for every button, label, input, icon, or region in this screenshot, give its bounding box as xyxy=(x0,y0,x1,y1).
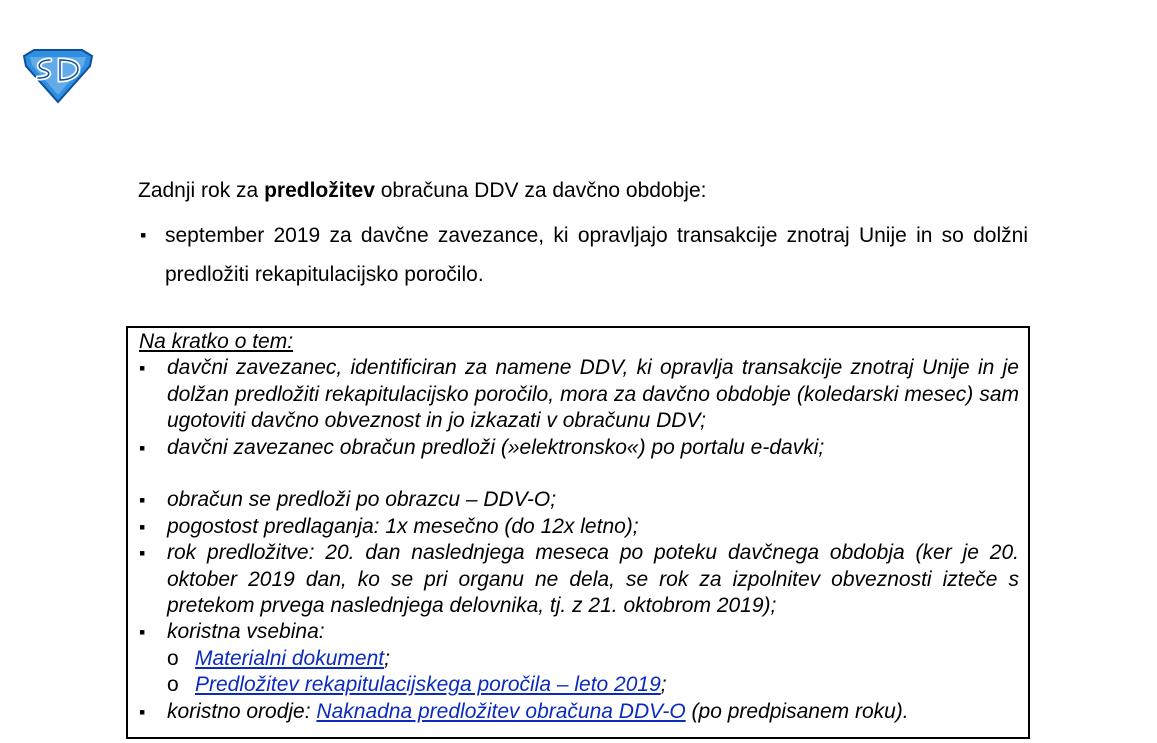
circle-bullet-icon: o xyxy=(167,646,179,670)
link-rekapitulacijsko-porocilo[interactable]: Predložitev rekapitulacijskega poročila – leto 2019 xyxy=(195,673,661,697)
sub-list-item: o Predložitev rekapitulacijskega poročila – leto 2019; xyxy=(139,672,1019,698)
list-item: ▪ davčni zavezanec, identificiran za namene DDV, ki opravlja transakcije znotraj Unije in je dolžan predložiti rekapitulacijsko poročilo, mora za davčno obdobje (koledarski mesec) sam ugotoviti davčno obveznost in jo izkazati v obračunu DDV; xyxy=(139,356,1019,433)
link-naknadna-predlozitev[interactable]: Naknadna predložitev obračuna DDV-O xyxy=(316,699,686,723)
summary-list xyxy=(139,355,1019,645)
bullet-icon: ▪ xyxy=(139,490,146,511)
bullet-icon: ▪ xyxy=(139,622,146,643)
sub-list-item: o Materialni dokument; xyxy=(139,646,1019,672)
sd-shield-logo-icon xyxy=(20,48,96,104)
useful-links-list xyxy=(139,646,1019,699)
circle-bullet-icon: o xyxy=(167,673,179,697)
bullet-icon: ▪ xyxy=(140,225,147,245)
intro-heading-bold: predložitev xyxy=(264,179,375,202)
list-item: ▪ koristno orodje: Naknadna predložitev obračuna DDV-O (po predpisanem roku). xyxy=(139,699,1019,725)
summary-box xyxy=(126,326,1030,739)
list-item: ▪ rok predložitve: 20. dan naslednjega meseca po poteku davčnega obdobja (ker je 20. oktober 2019 dan, ko se pri organu ne dela, se rok za izpolnitev obveznosti izteče s pretekom prvega naslednjega delovnika, tj. z 21. oktobrom 2019); xyxy=(139,541,1019,618)
intro-section xyxy=(138,178,1028,294)
link-materialni-dokument[interactable]: Materialni dokument xyxy=(195,646,385,670)
spacer xyxy=(139,461,1019,487)
intro-list xyxy=(138,216,1028,294)
bullet-icon: ▪ xyxy=(139,358,146,379)
bullet-icon: ▪ xyxy=(139,543,146,564)
list-item: ▪ koristna vsebina: xyxy=(139,619,1019,645)
list-item: ▪ september 2019 za davčne zavezance, ki opravljajo transakcije znotraj Unije in so dolžni predložiti rekapitulacijsko poročilo. xyxy=(138,216,1028,294)
summary-box-title: Na kratko o tem: xyxy=(139,330,294,353)
list-item: ▪ pogostost predlaganja: 1x mesečno (do 12x letno); xyxy=(139,514,1019,540)
list-item: ▪ obračun se predloži po obrazcu – DDV-O; xyxy=(139,487,1019,513)
bullet-icon: ▪ xyxy=(139,701,146,722)
list-item: ▪ davčni zavezanec obračun predloži (»elektronsko«) po portalu e-davki; xyxy=(139,435,1019,461)
bullet-icon: ▪ xyxy=(139,437,146,458)
summary-list-tail xyxy=(139,699,1019,725)
intro-heading: Zadnji rok za predložitev obračuna DDV za davčno obdobje: xyxy=(138,179,707,202)
bullet-icon: ▪ xyxy=(139,516,146,537)
